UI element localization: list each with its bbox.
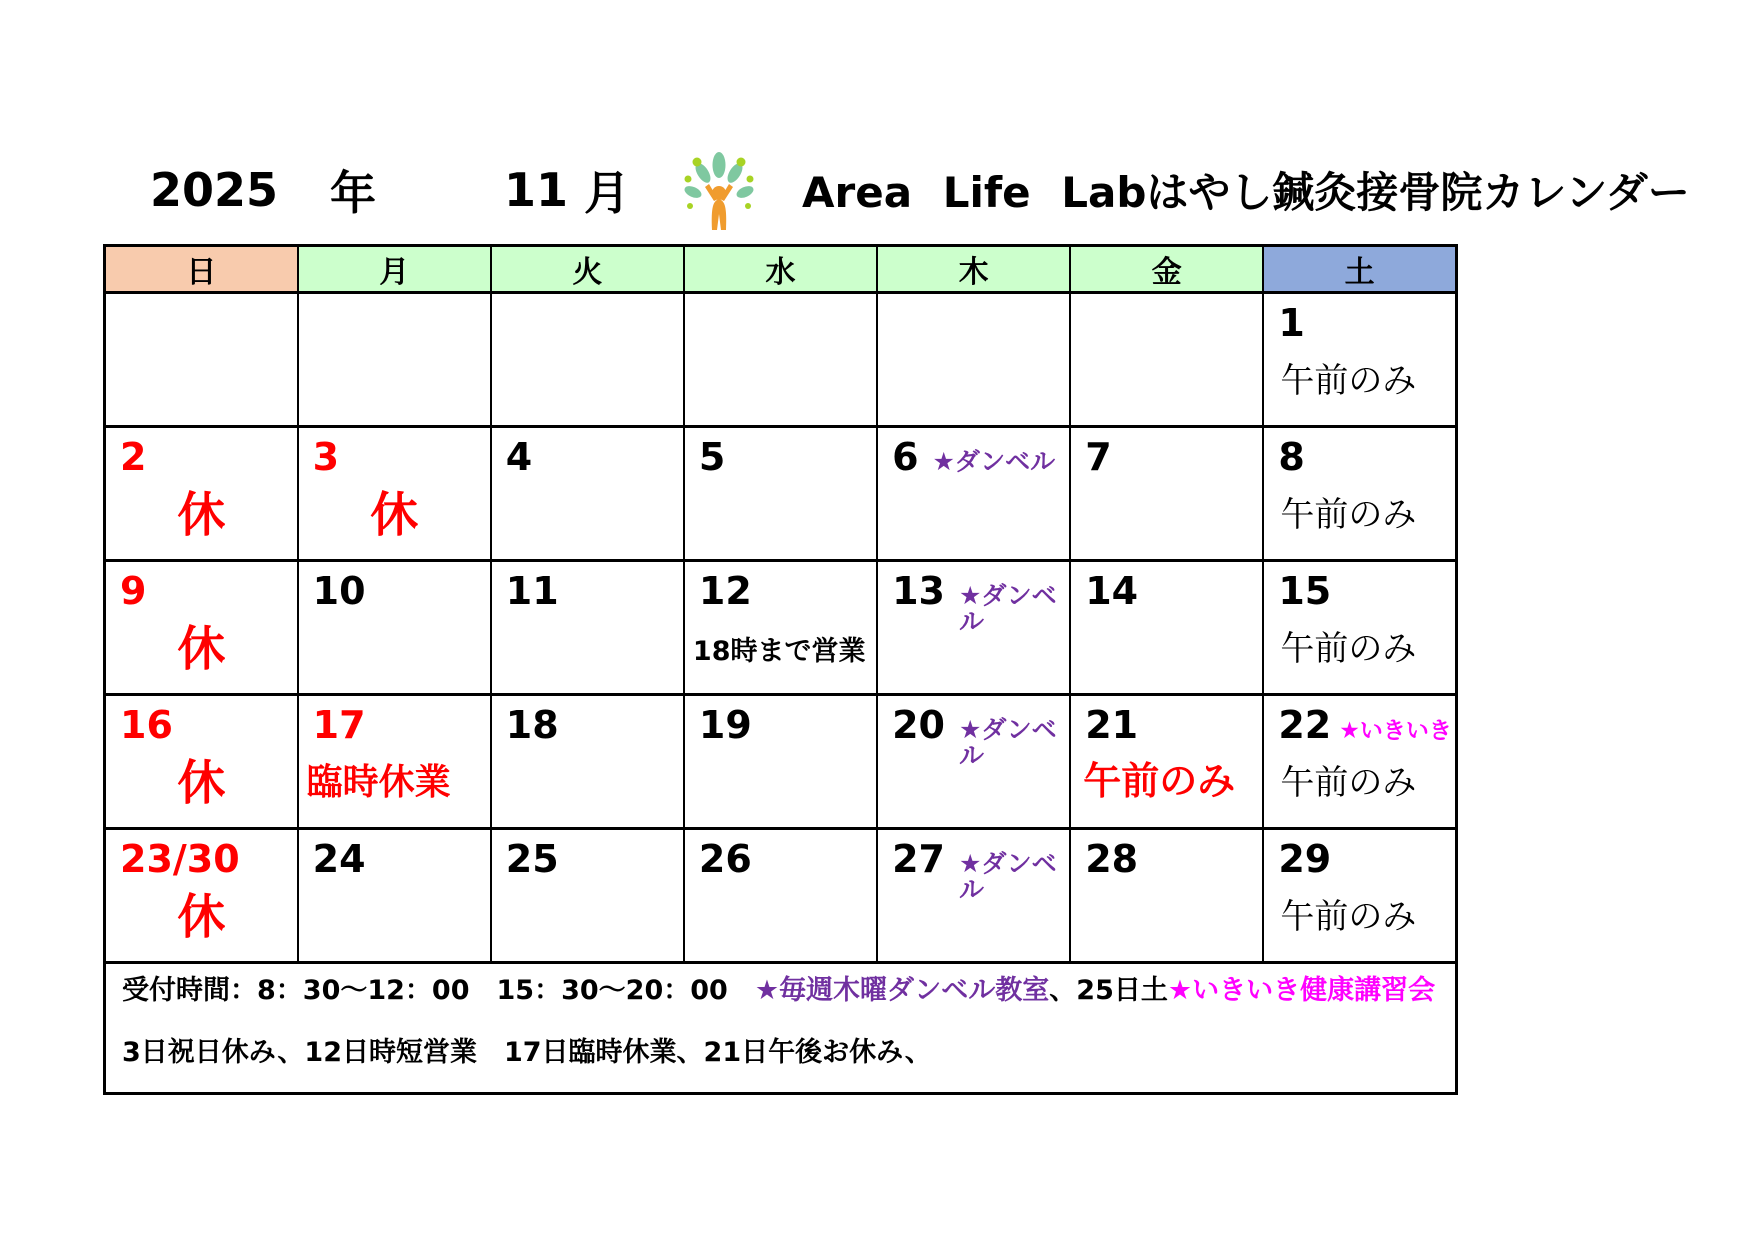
week-row-1	[105, 293, 1457, 427]
weekday-header-tue: 火	[491, 246, 684, 293]
day-number: 14	[1085, 569, 1139, 613]
day-cell	[491, 561, 684, 695]
dumbbell-event-tag: ★ダンベル	[958, 715, 1057, 771]
weekday-header-sat: 土	[1263, 246, 1456, 293]
day-cell	[1070, 427, 1263, 561]
day-number: 12	[698, 569, 752, 613]
footer-line1	[122, 976, 1455, 1006]
day-cell-highlighted	[1070, 695, 1263, 829]
reception-hours-text: 受付時間：8：30～12：00 15：30～20：00	[122, 975, 755, 1006]
closed-note: 休	[370, 486, 419, 543]
closed-note: 休	[177, 888, 226, 945]
day-number: 1	[1278, 301, 1305, 345]
week-row-5	[105, 829, 1457, 963]
day-number: 19	[698, 703, 752, 747]
footer-separator-text: 、25日土	[1049, 975, 1168, 1006]
clinic-name: Area Life Labはやし鍼灸接骨院カレンダー	[802, 168, 1690, 217]
day-number: 13	[892, 569, 945, 613]
day-number: 10	[312, 569, 366, 613]
day-number: 15	[1278, 569, 1332, 613]
day-cell	[491, 695, 684, 829]
weekday-header-thu: 木	[877, 246, 1070, 293]
title-year: 2025	[150, 163, 279, 217]
day-number: 20	[892, 703, 945, 747]
day-number: 27	[892, 837, 945, 881]
day-cell	[105, 293, 298, 427]
day-cell	[1263, 695, 1456, 829]
day-cell	[491, 427, 684, 561]
day-cell-highlighted	[684, 561, 877, 695]
day-cell	[1263, 427, 1456, 561]
footer-line2: 3日祝日休み、12日時短営業 17日臨時休業、21日午後お休み、	[122, 1036, 932, 1068]
weekday-header-mon: 月	[298, 246, 491, 293]
closed-note: 休	[177, 486, 226, 543]
day-cell	[1070, 561, 1263, 695]
day-number: 26	[698, 837, 752, 881]
day-number: 8	[1278, 435, 1305, 479]
short-hours-note: 18時まで営業	[692, 635, 866, 667]
day-number: 24	[312, 837, 366, 881]
day-number: 6	[892, 435, 919, 479]
day-cell	[105, 829, 298, 963]
week-row-3	[105, 561, 1457, 695]
dumbbell-class-text: ★毎週木曜ダンベル教室	[754, 975, 1050, 1006]
ikiiki-class-text: ★いきいき健康講習会	[1167, 975, 1436, 1006]
footer-row	[105, 963, 1457, 1094]
day-cell	[1070, 293, 1263, 427]
day-number: 3	[312, 435, 340, 479]
day-cell	[298, 561, 491, 695]
day-cell	[298, 427, 491, 561]
day-cell	[298, 293, 491, 427]
day-number: 4	[505, 435, 533, 479]
week-row-4	[105, 695, 1457, 829]
weekday-header-sun: 日	[105, 246, 298, 293]
day-note: 午前のみ	[1280, 628, 1417, 669]
weekday-header-fri: 金	[1070, 246, 1263, 293]
day-cell	[1263, 561, 1456, 695]
title-year-label: 年	[330, 166, 377, 220]
day-number: 17	[312, 703, 366, 747]
footer-notes	[105, 963, 1457, 1094]
day-cell	[491, 293, 684, 427]
day-number: 22	[1278, 703, 1332, 747]
day-cell	[877, 561, 1070, 695]
calendar-title	[150, 148, 1690, 232]
dumbbell-event-tag: ★ダンベル	[958, 849, 1057, 905]
day-cell	[684, 695, 877, 829]
day-number: 25	[505, 837, 559, 881]
day-number: 23/30	[120, 837, 240, 881]
ikiiki-event-tag: ★いきいき	[1339, 718, 1452, 744]
day-cell	[684, 293, 877, 427]
dumbbell-event-tag: ★ダンベル	[958, 581, 1057, 637]
day-number: 5	[698, 435, 726, 479]
day-cell	[298, 695, 491, 829]
title-month: 11	[504, 163, 569, 217]
day-cell	[105, 561, 298, 695]
day-note: 午前のみ	[1280, 896, 1417, 937]
closed-note: 休	[177, 620, 226, 677]
day-number: 7	[1085, 435, 1112, 479]
title-month-label: 月	[584, 166, 631, 220]
day-cell	[877, 695, 1070, 829]
weekday-header-row	[105, 246, 1457, 293]
day-number: 28	[1085, 837, 1139, 881]
day-cell	[298, 829, 491, 963]
temporary-closure-note: 臨時休業	[306, 761, 451, 803]
day-note: 午前のみ	[1280, 360, 1417, 401]
day-cell	[1263, 829, 1456, 963]
weekday-header-wed: 水	[684, 246, 877, 293]
calendar-table	[103, 244, 1458, 1095]
day-number: 2	[120, 435, 147, 479]
day-cell	[1263, 293, 1456, 427]
day-number: 9	[120, 569, 147, 613]
day-note: 午前のみ	[1280, 494, 1417, 535]
day-cell	[1070, 829, 1263, 963]
day-note: 午前のみ	[1280, 762, 1417, 803]
day-number: 16	[120, 703, 173, 747]
closed-note: 休	[177, 754, 226, 811]
dumbbell-event-tag: ★ダンベル	[932, 447, 1056, 476]
day-number: 21	[1085, 703, 1139, 747]
day-cell	[877, 829, 1070, 963]
day-cell	[877, 427, 1070, 561]
day-cell	[491, 829, 684, 963]
day-number: 11	[505, 569, 559, 613]
day-cell	[105, 695, 298, 829]
day-number: 29	[1278, 837, 1332, 881]
morning-only-note: 午前のみ	[1083, 758, 1236, 803]
day-cell	[877, 293, 1070, 427]
day-cell	[684, 829, 877, 963]
tree-person-logo-icon	[682, 150, 756, 230]
week-row-2	[105, 427, 1457, 561]
day-cell	[684, 427, 877, 561]
day-number: 18	[505, 703, 559, 747]
day-cell	[105, 427, 298, 561]
